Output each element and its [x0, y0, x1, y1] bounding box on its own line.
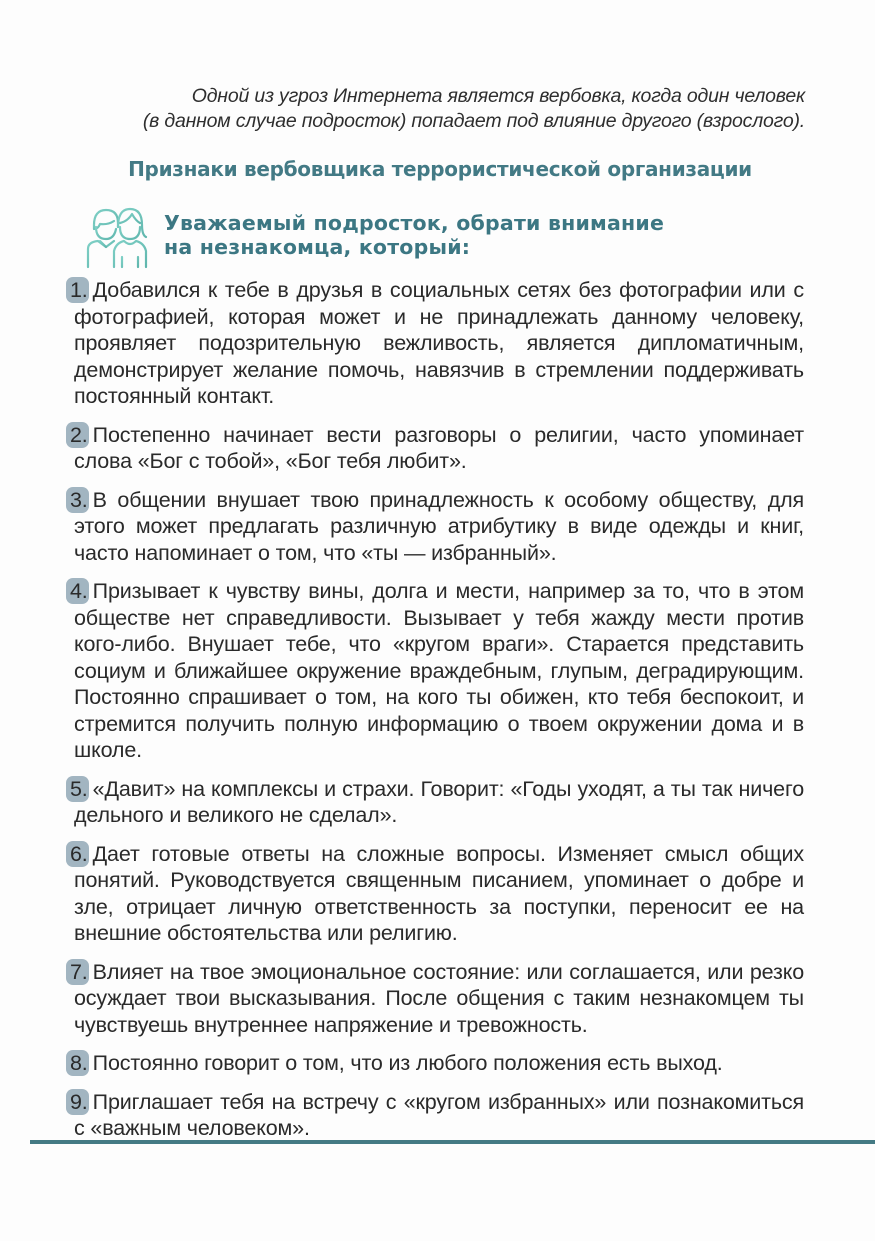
- subheading-block: [84, 205, 784, 267]
- item-text: Постепенно начинает вести разговоры о религии, часто упоминает слова «Бог с тобой», «Бог тебя любит».: [74, 422, 804, 473]
- subheading-line-1: Уважаемый подросток, обрати внимание: [164, 211, 665, 235]
- item-number-badge: 7.: [66, 959, 89, 985]
- list-item: [66, 578, 804, 764]
- list-item: [66, 487, 804, 567]
- item-number-badge: 3.: [66, 487, 89, 513]
- subheading-line-2: на незнакомца, который:: [164, 235, 471, 259]
- item-text: Дает готовые ответы на сложные вопросы. Изменяет смысл общих понятий. Руководствуется священным писанием, упоминает о добре и зле, отрицает личную ответственность за поступки, переносит ее на внешние обстоятельства или религию.: [74, 841, 804, 945]
- list-item: [66, 1089, 804, 1142]
- signs-list: [66, 277, 804, 1154]
- list-item: [66, 1050, 804, 1077]
- list-item: [66, 841, 804, 947]
- item-number-badge: 4.: [66, 578, 89, 604]
- item-number-badge: 9.: [66, 1089, 89, 1115]
- item-number-badge: 1.: [66, 277, 89, 303]
- bottom-divider: [30, 1140, 875, 1144]
- list-item: [66, 277, 804, 410]
- item-number-badge: 8.: [66, 1050, 89, 1076]
- item-text: Призывает к чувству вины, долга и мести, например за то, что в этом обществе нет справедливости. Вызывает у тебя жажду мести против кого-либо. Внушает тебе, что «кругом враги». Старается представить социум и ближайшее окружение враждебным, глупым, деградирующим. Постоянно спрашивает о том, на кого ты обижен, кто тебя беспокоит, и стремится получить полную информацию о твоем окружении дома и в школе.: [74, 579, 804, 762]
- item-text: Добавился к тебе в друзья в социальных сетях без фотографии или с фотографией, которая может и не принадлежать данному человеку, проявляет подозрительную вежливость, является дипломатичным, демонстрирует желание помочь, навязчив в стремлении поддерживать постоянный контакт.: [74, 278, 804, 408]
- item-number-badge: 2.: [66, 422, 89, 448]
- list-item: [66, 776, 804, 829]
- subheading-text: [164, 205, 664, 259]
- item-text: Приглашает тебя на встречу с «кругом избранных» или познакомиться с «важным человеком».: [74, 1089, 804, 1140]
- item-number-badge: 6.: [66, 841, 89, 867]
- intro-line-1: Одной из угроз Интернета является вербовка, когда один человек: [191, 85, 805, 107]
- list-item: [66, 959, 804, 1039]
- item-text: В общении внушает твою принадлежность к особому обществу, для этого может предлагать различную атрибутику в виде одежды и книг, часто напоминает о том, что «ты — избранный».: [74, 487, 804, 565]
- item-number-badge: 5.: [66, 776, 89, 802]
- intro-line-2: (в данном случае подросток) попадает под влияние другого (взрослого).: [142, 110, 805, 132]
- item-text: Влияет на твое эмоциональное состояние: или соглашается, или резко осуждает твои высказывания. После общения с таким незнакомцем ты чувствуешь внутреннее напряжение и тревожность.: [74, 959, 804, 1037]
- list-item: [66, 422, 804, 475]
- item-text: Постоянно говорит о том, что из любого положения есть выход.: [92, 1051, 723, 1075]
- page-title: Признаки вербовщика террористической организации: [128, 157, 752, 181]
- intro-paragraph: [70, 84, 805, 134]
- item-text: «Давит» на комплексы и страхи. Говорит: «Годы уходят, а ты так ничего дельного и великого не сделал».: [74, 776, 804, 827]
- teenagers-icon: [84, 205, 150, 269]
